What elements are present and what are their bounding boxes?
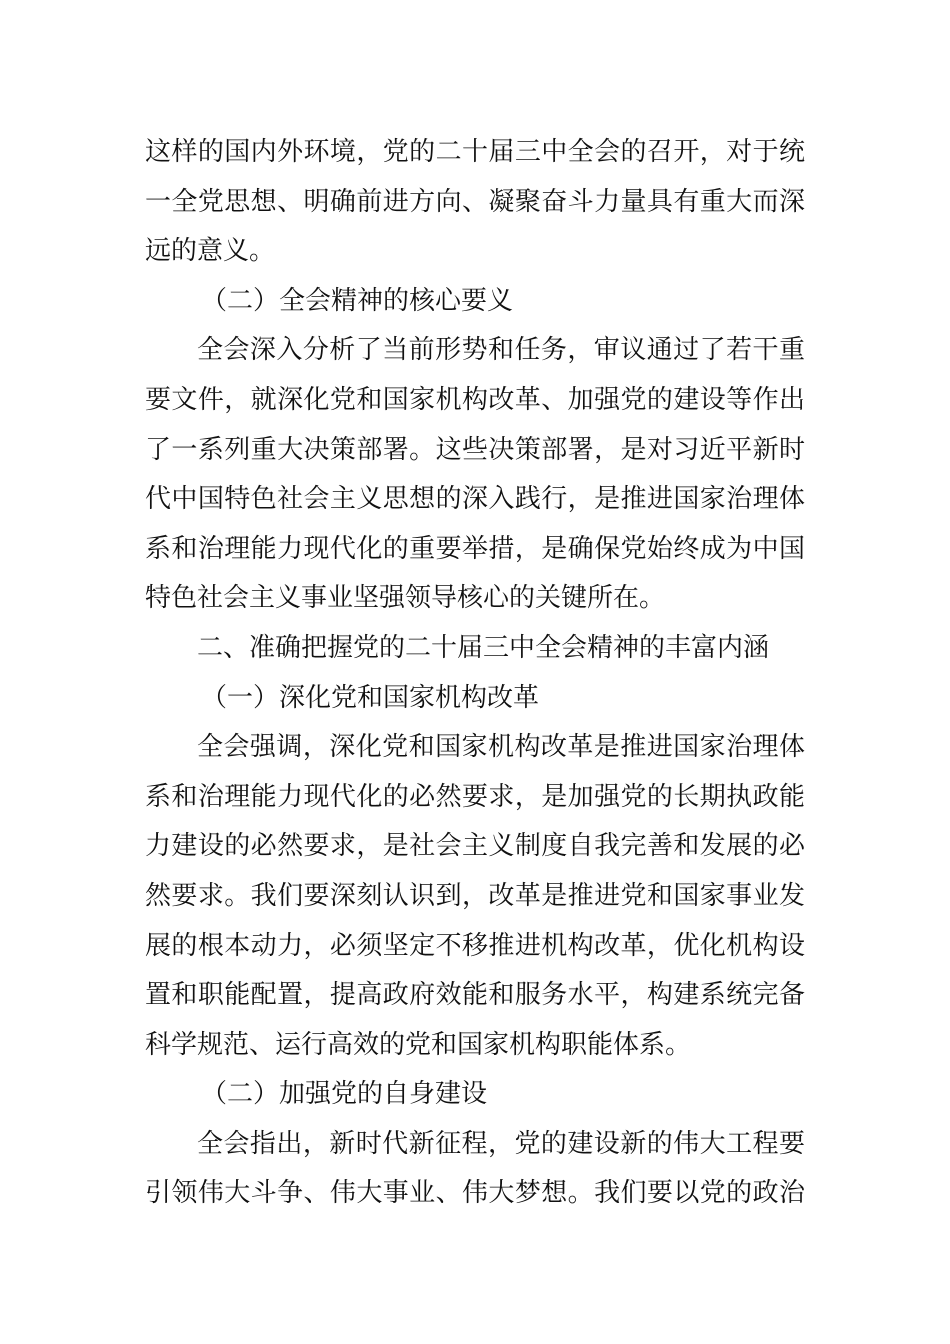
paragraph-line: 一全党思想、明确前进方向、凝聚奋斗力量具有重大而深 (145, 186, 805, 217)
document-body (145, 128, 805, 1219)
paragraph-line: 科学规范、运行高效的党和国家机构职能体系。 (145, 1029, 692, 1060)
paragraph-line: 了一系列重大决策部署。这些决策部署，是对习近平新时 (145, 434, 805, 465)
section-heading: （二）加强党的自身建设 (201, 1079, 488, 1110)
paragraph-line: 力建设的必然要求，是社会主义制度自我完善和发展的必 (145, 831, 805, 862)
paragraph-line: 引领伟大斗争、伟大事业、伟大梦想。我们要以党的政治 (145, 1178, 805, 1209)
section-heading: （一）深化党和国家机构改革 (201, 682, 540, 713)
paragraph-line: 系和治理能力现代化的重要举措，是确保党始终成为中国 (145, 533, 805, 564)
paragraph-line: 展的根本动力，必须坚定不移推进机构改革，优化机构设 (145, 930, 805, 961)
paragraph-line: 全会强调，深化党和国家机构改革是推进国家治理体 (197, 732, 805, 763)
paragraph-line: 远的意义。 (145, 236, 276, 267)
paragraph-line: 全会指出，新时代新征程，党的建设新的伟大工程要 (197, 1128, 805, 1159)
section-heading: （二）全会精神的核心要义 (201, 285, 514, 316)
paragraph-line: 置和职能配置，提高政府效能和服务水平，构建系统完备 (145, 980, 805, 1011)
paragraph-line: 系和治理能力现代化的必然要求，是加强党的长期执政能 (145, 781, 805, 812)
paragraph-line: 然要求。我们要深刻认识到，改革是推进党和国家事业发 (145, 880, 805, 911)
chapter-heading: 二、准确把握党的二十届三中全会精神的丰富内涵 (197, 632, 770, 663)
paragraph-line: 代中国特色社会主义思想的深入践行，是推进国家治理体 (145, 484, 805, 515)
paragraph-line: 要文件，就深化党和国家机构改革、加强党的建设等作出 (145, 384, 805, 415)
paragraph-line: 这样的国内外环境，党的二十届三中全会的召开，对于统 (145, 137, 805, 167)
paragraph-line: 特色社会主义事业坚强领导核心的关键所在。 (145, 583, 666, 614)
paragraph-line: 全会深入分析了当前形势和任务，审议通过了若干重 (197, 335, 805, 366)
